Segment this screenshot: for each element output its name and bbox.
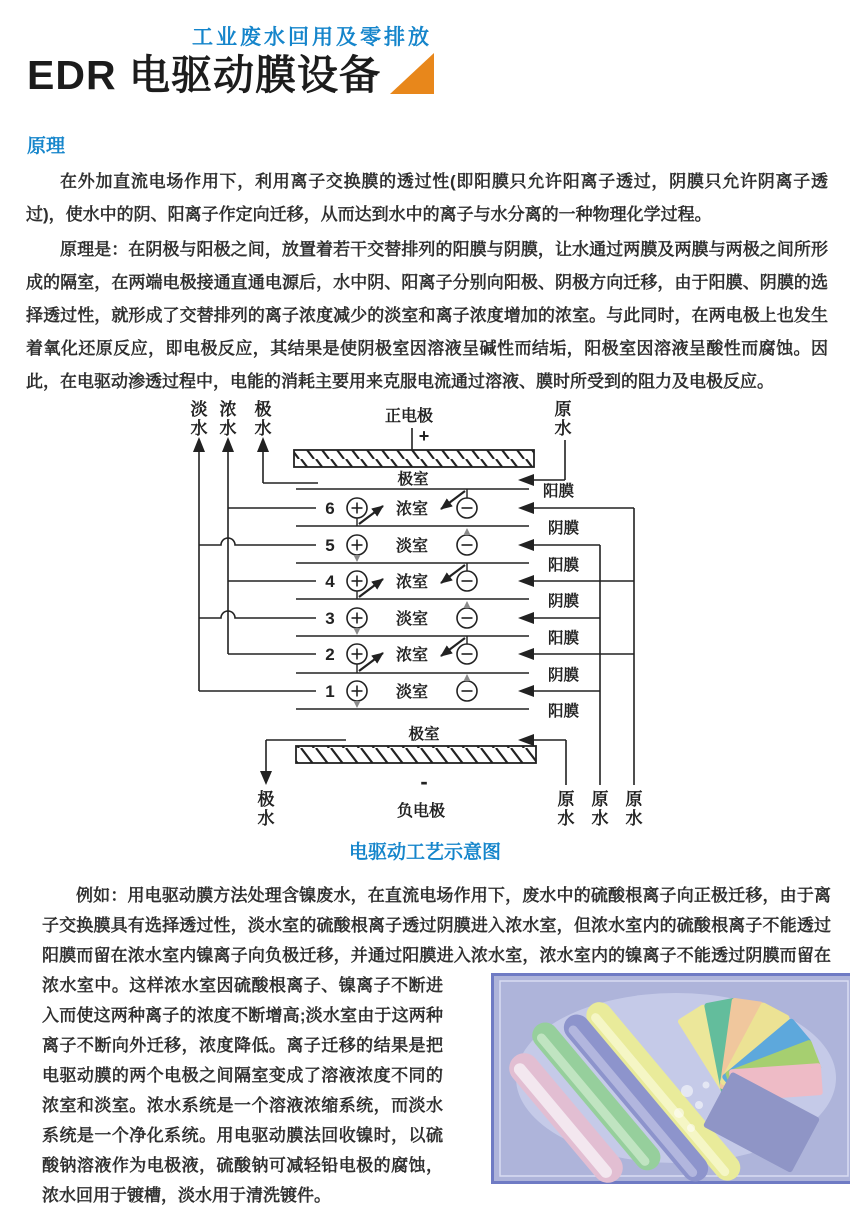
compartment-label: 浓室 — [395, 574, 429, 591]
positive-electrode-bar — [294, 450, 534, 467]
membrane-label: 阳膜 — [548, 630, 580, 647]
negative-electrode-bar — [296, 746, 536, 763]
membrane-lines — [296, 489, 529, 709]
membrane-label: 阴膜 — [548, 667, 580, 684]
membrane-label: 阴膜 — [548, 593, 580, 610]
electrode-water-label-bottom: 极水 — [257, 790, 275, 828]
membrane-label: 阴膜 — [548, 520, 580, 537]
negative-electrode-label: 负电极 — [396, 803, 446, 820]
fresh-water-label: 淡水 — [190, 400, 208, 438]
raw-water-label-bottom-1: 原水 — [557, 790, 575, 828]
compartment-label: 淡室 — [395, 611, 429, 628]
paragraph-principle-2: 原理是：在阴极与阳极之间，放置着若干交替排列的阳膜与阴膜，让水通过两膜及两膜与两极之间所形成的隔室，在两端电极接通直通电源后，水中阴、阳离子分别向阳极、阴极方向迁移，由于阳膜、阴膜的选择透过性，就形成了交替排列的离子浓度减少的淡室和离子浓度增加的浓室。与此同时，在两电极上也发生着氧化还原反应，即电极反应，其结果是使阴极室因溶液呈碱性而结垢，阳极室因溶液呈酸性而腐蚀。因此，在电驱动渗透过程中，电能的消耗主要用来克服电流通过溶液、膜时所受到的阻力及电极反应。 — [26, 240, 828, 391]
compartment-label: 浓室 — [395, 647, 429, 664]
left-arrow-icon — [518, 474, 534, 486]
section-heading-principle: 原理 — [27, 136, 66, 157]
plus-sign: + — [418, 426, 430, 446]
up-arrow-icon — [222, 437, 234, 452]
example-text-2: 酸根离子、镍离子不断进入而使这两种离子的浓度不断增高;淡水室由于这两种离子不断向外迁移，浓度降低。离子迁移的结果是把电驱动膜的两个电极之间隔室变成了溶液浓度不同的浓室和淡室。浓水系统是一个溶液浓缩系统，而淡水系统是一个净化系统。用电驱动膜法回收镍时，以硫酸钠溶液作为电极液，硫酸钠可减轻铅电极的腐蚀，浓水回用于镀槽，淡水用于清洗镀件。 — [42, 976, 444, 1205]
fresh-water-outlet-line — [193, 437, 316, 691]
paragraph-principle-1: 在外加直流电场作用下，利用离子交换膜的透过性(即阳膜只允许阳离子透过，阴膜只允许阴离子透过)，使水中的阴、阳离子作定向迁移，从而达到水中的离子与水分离的一种物理化学过程。 — [26, 172, 828, 224]
compartment-row-4 — [325, 563, 634, 599]
up-arrow-icon — [193, 437, 205, 452]
left-arrow-icon — [518, 575, 534, 587]
raw-water-label-top: 原水 — [554, 400, 572, 438]
compartment-label: 淡室 — [395, 684, 429, 701]
compartment-row-2 — [325, 636, 634, 673]
compartment-row-6 — [325, 489, 634, 526]
left-arrow-icon — [518, 612, 534, 624]
row-number: 3 — [325, 609, 335, 628]
row-number: 6 — [325, 499, 335, 518]
membrane-label: 阳膜 — [548, 703, 580, 720]
left-arrow-icon — [518, 502, 534, 514]
minus-sign: - — [420, 769, 428, 794]
row-number: 1 — [325, 682, 335, 701]
membrane-products-photo — [457, 973, 823, 1184]
compartment-label: 淡室 — [395, 538, 429, 555]
compartment-label: 浓室 — [395, 501, 429, 518]
membrane-labels — [543, 481, 580, 720]
membrane-label: 阳膜 — [543, 483, 575, 500]
membrane-label: 阳膜 — [548, 557, 580, 574]
left-arrow-icon — [518, 685, 534, 697]
row-number: 5 — [325, 536, 335, 555]
left-arrow-icon — [518, 539, 534, 551]
down-arrow-icon — [260, 771, 272, 785]
electrode-chamber-bottom-label: 极室 — [408, 726, 440, 743]
example-paragraph — [42, 881, 831, 1206]
page-title: EDR 电驱动膜设备 — [27, 52, 381, 98]
electrode-water-label-top: 极水 — [254, 400, 272, 438]
diagram-caption: 电驱动工艺示意图 — [348, 842, 501, 863]
raw-water-label-bottom-2: 原水 — [591, 790, 609, 828]
left-arrow-icon — [518, 648, 534, 660]
left-arrow-icon — [518, 734, 534, 746]
electrode-chamber-top-label: 极室 — [397, 471, 429, 488]
raw-water-label-bottom-3: 原水 — [625, 790, 643, 828]
positive-electrode-label: 正电极 — [384, 408, 434, 425]
row-number: 4 — [325, 572, 335, 591]
up-arrow-icon — [257, 437, 269, 452]
row-number: 2 — [325, 645, 335, 664]
eyebrow-title: 工业废水回用及零排放 — [192, 26, 432, 49]
example-text-1: 例如：用电驱动膜方法处理含镍废水，在直流电场作用下，废水中的硫酸根离子向正极迁移，由于离子交换膜具有选择透过性，淡水室的硫酸根离子透过阴膜进入浓水室，但浓水室内的硫酸根离子不能透过阳膜而留在浓水室内镍离子向负极迁移，并通过阳膜进入浓水室，浓水室内的镍离子不能透过阴膜而留在浓水室中。这样浓水室因硫 — [42, 886, 831, 995]
concentrated-water-label: 浓水 — [219, 400, 237, 438]
